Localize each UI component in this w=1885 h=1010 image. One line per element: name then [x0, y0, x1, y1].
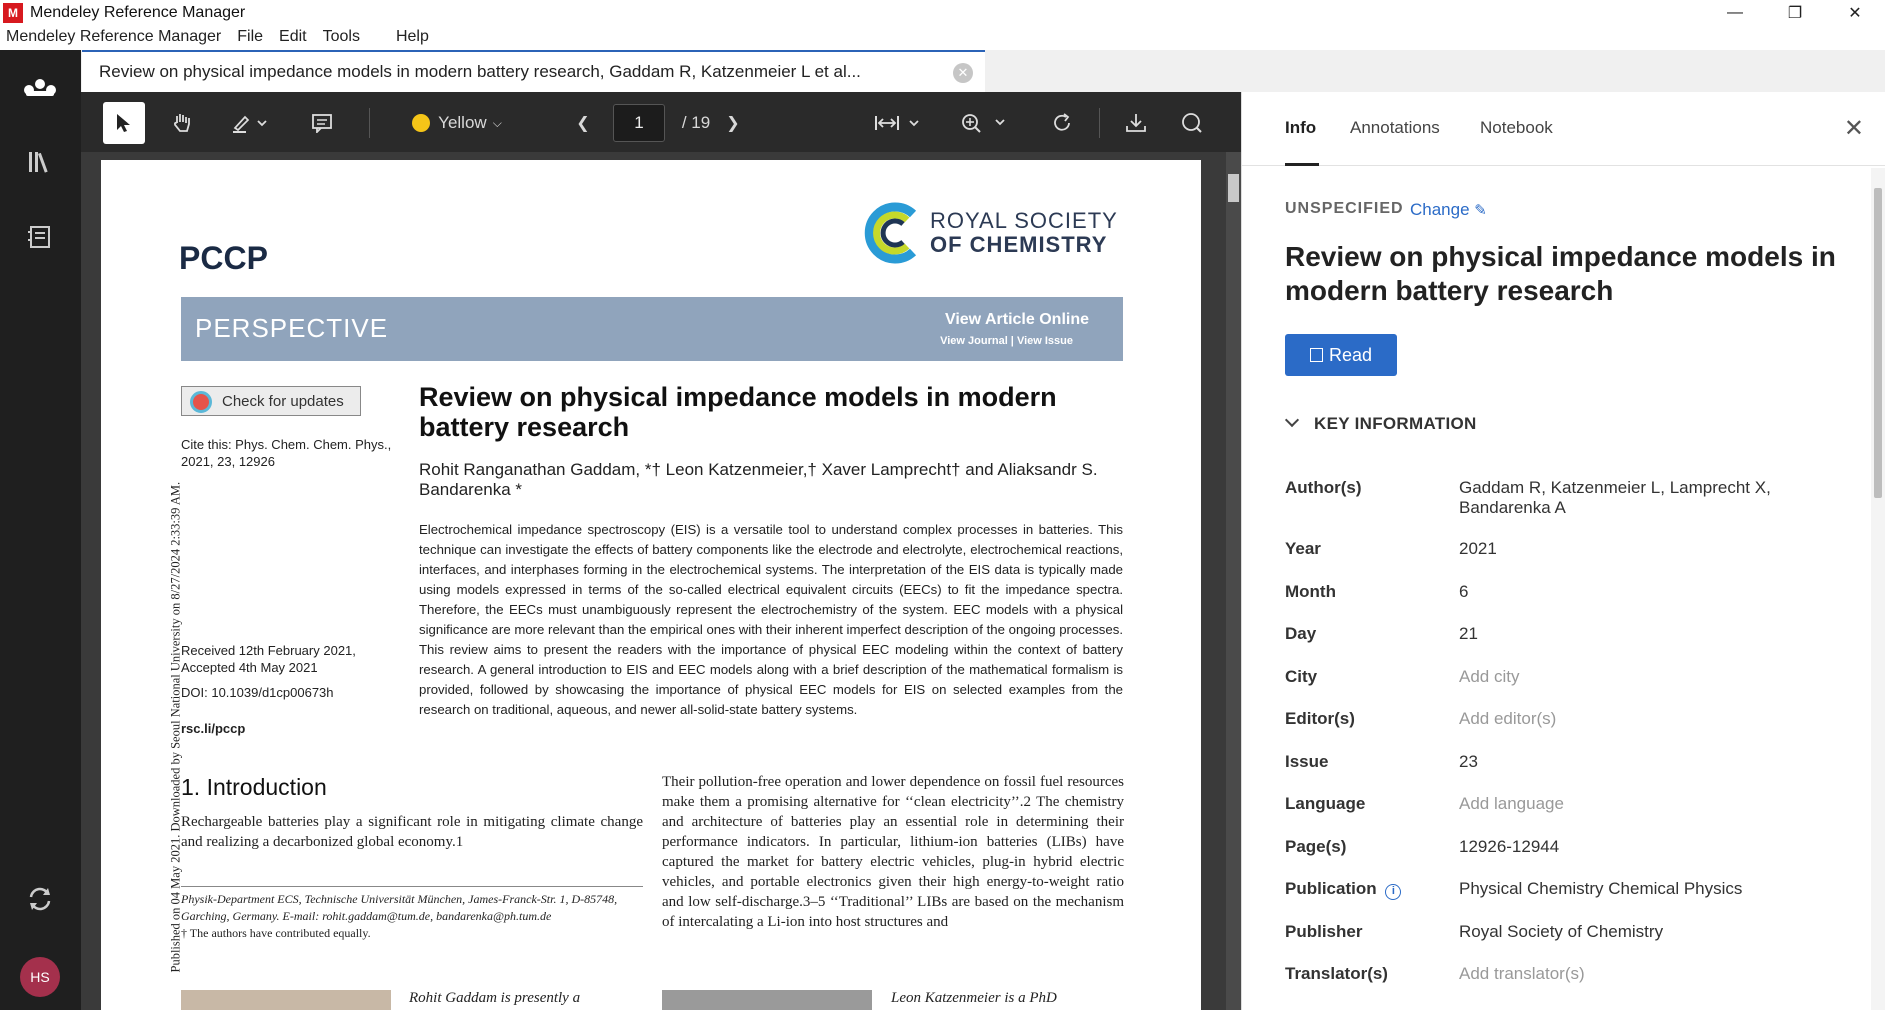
panel-tabs	[1242, 92, 1885, 166]
sync-icon[interactable]	[20, 879, 60, 919]
field-label: Page(s)	[1285, 837, 1347, 856]
highlight-tool-icon[interactable]	[221, 102, 279, 144]
menu-file[interactable]: File	[237, 28, 264, 45]
document-type: UNSPECIFIED	[1285, 200, 1404, 217]
tab-annotations[interactable]: Annotations	[1350, 118, 1440, 137]
pdf-viewer	[81, 92, 1241, 1010]
field-value[interactable]: 2021	[1459, 539, 1497, 558]
article-title: Review on physical impedance models in modern battery research	[419, 382, 1057, 442]
document-tab-title: Review on physical impedance models in modern battery research, Gaddam R, Katzenmeier L et al...	[99, 62, 861, 81]
pdf-scrollbar[interactable]	[1226, 152, 1241, 1010]
key-information-toggle[interactable]	[1285, 414, 1477, 434]
abstract: Electrochemical impedance spectroscopy (EIS) is a versatile tool to understand complex processes in batteries. This technique can investigate the effects of battery components like the electrode and electrolyte, electrochemical reactions, interfaces, and interphases forming in the electrochemical systems. The interpretation of the EIS data is typically made using models expressed in terms of the so-called electrical equivalent circuits (EECs) to fit the impedance spectra. Therefore, the EECs must unambiguously represent the electrochemistry of the system. EEC models with a physical significance are more relevant than the empirical ones with their inherent imperfect description of the ongoing processes. This review aims to present the readers with the importance of physical EEC modeling within the context of battery research. A general introduction to EIS and EEC models along with a brief description of the mathematical formalism is provided, followed by showcasing the importance of physical EEC models for EIS on selected examples from the research on traditional, aqueous, and newer all-solid-state battery systems.	[419, 522, 1123, 717]
document-tab[interactable]	[82, 50, 985, 92]
field-label: Language	[1285, 794, 1366, 813]
intro-paragraph-1: Rechargeable batteries play a significant role in mitigating climate change and realizing a decarbonized global economy.1	[181, 814, 643, 850]
window-controls	[1705, 0, 1885, 25]
mendeley-logo-icon[interactable]	[20, 68, 60, 108]
article-type: PERSPECTIVE	[195, 313, 389, 343]
app-logo-icon: M	[3, 3, 23, 23]
journal-name: PCCP	[179, 240, 268, 276]
field-value[interactable]: Add editor(s)	[1459, 709, 1557, 728]
view-article-online-link[interactable]: View Article Online	[944, 311, 1089, 328]
notebook-icon[interactable]	[20, 217, 60, 257]
title-bar	[0, 0, 1885, 25]
field-label: Year	[1285, 539, 1321, 558]
menu-help[interactable]: Help	[395, 28, 429, 45]
field-label: Day	[1285, 624, 1317, 643]
field-label	[1285, 879, 1455, 900]
author-photo-2	[662, 990, 872, 1010]
zoom-in-icon[interactable]	[953, 102, 1013, 144]
read-button[interactable]	[1285, 334, 1397, 376]
rotate-icon[interactable]	[1041, 102, 1083, 144]
hand-tool-icon[interactable]	[161, 102, 203, 144]
field-value[interactable]: Add city	[1459, 667, 1520, 686]
author-bio-1: Rohit Gaddam is presently a	[409, 990, 581, 1006]
details-panel	[1241, 92, 1885, 1010]
article-type-banner	[181, 297, 1123, 361]
rsc-logo-line2: OF CHEMISTRY	[930, 232, 1108, 257]
info-icon[interactable]: i	[1385, 884, 1401, 900]
doi: DOI: 10.1039/d1cp00673h	[181, 685, 334, 700]
check-updates-label: Check for updates	[222, 392, 344, 410]
pdf-page[interactable]	[101, 160, 1201, 1010]
affiliation	[181, 886, 643, 942]
tab-info[interactable]: Info	[1285, 118, 1317, 137]
received-dates: Received 12th February 2021, Accepted 4th May 2021	[181, 643, 356, 675]
change-type-link[interactable]	[1410, 200, 1487, 220]
sidebar	[0, 50, 81, 1010]
change-type-label: Change	[1410, 200, 1470, 219]
search-icon[interactable]	[1171, 102, 1213, 144]
avatar[interactable]: HS	[20, 957, 60, 997]
select-tool-icon[interactable]	[103, 102, 145, 144]
chevron-down-icon: ⌵	[492, 115, 502, 130]
menu-edit[interactable]: Edit	[279, 28, 307, 45]
crossmark-icon	[190, 391, 212, 413]
toolbar-divider	[1099, 108, 1100, 138]
field-value[interactable]: 12926-12944	[1459, 837, 1560, 856]
field-value[interactable]: Gaddam R, Katzenmeier L, Lamprecht X, Bandarenka A	[1459, 478, 1771, 517]
panel-scrollbar-thumb[interactable]	[1874, 188, 1882, 498]
affiliation-text: Physik-Department ECS, Technische Universität München, James-Franck-Str. 1, D-85748, Garching, Germany. E-mail: rohit.gaddam@tum.de, bandarenka@ph.tum.de	[181, 892, 618, 923]
field-label-text: Publication	[1285, 879, 1377, 898]
close-panel-icon[interactable]: ✕	[1843, 115, 1864, 142]
intro-paragraph-2: Their pollution-free operation and lower dependence on fossil fuel resources make them a promising alternative for ‘‘clean electricity’’.2 The chemistry and architecture of batteries play an essential role in determining their performance indicators. In particular, lithium-ion batteries (LIBs) have captured the market for battery electric vehicles, plug-in hybrid electric vehicles, and portable electronics given their high energy-to-weight ratio and low self-discharge.3–5 ‘‘Traditional’’ LIBs are based on the mechanism of intercalating a Li-ion into host structures and	[662, 774, 1124, 930]
field-value[interactable]: Physical Chemistry Chemical Physics	[1459, 879, 1743, 898]
author-photo-1	[181, 990, 391, 1010]
menu-tools[interactable]: Tools	[322, 28, 360, 45]
window-title: Mendeley Reference Manager	[30, 3, 246, 21]
download-notice: Published on 04 May 2021. Downloaded by Seoul National University on 8/27/2024 2:33:39 AM.	[168, 481, 183, 973]
toolbar-divider	[369, 108, 370, 138]
rsc-logo-line1: ROYAL SOCIETY	[930, 208, 1118, 233]
field-value[interactable]: Royal Society of Chemistry	[1459, 922, 1664, 941]
field-label: Issue	[1285, 752, 1329, 771]
restore-button[interactable]: ❐	[1787, 4, 1803, 22]
document-title[interactable]: Review on physical impedance models in modern battery research	[1285, 241, 1836, 306]
section-heading: 1. Introduction	[181, 774, 327, 800]
field-label: Author(s)	[1285, 478, 1362, 497]
field-label: Month	[1285, 582, 1336, 601]
minimize-button[interactable]: —	[1727, 3, 1743, 21]
field-value[interactable]: Add translator(s)	[1459, 964, 1585, 983]
active-tab-indicator	[1285, 163, 1319, 166]
author-bio-2: Leon Katzenmeier is a PhD	[891, 990, 1057, 1006]
field-label: Translator(s)	[1285, 964, 1388, 983]
panel-scrollbar[interactable]	[1871, 168, 1885, 1010]
chevron-down-icon	[1285, 413, 1299, 427]
check-updates-button[interactable]	[181, 386, 361, 416]
cite-info: Cite this: Phys. Chem. Chem. Phys., 2021, 23, 12926	[181, 437, 392, 469]
field-label: Editor(s)	[1285, 709, 1355, 728]
field-value[interactable]: 6	[1459, 582, 1469, 601]
pdf-scrollbar-thumb[interactable]	[1228, 174, 1239, 202]
field-label: Publisher	[1285, 922, 1363, 941]
previous-page-icon[interactable]: ❮	[576, 115, 590, 132]
color-picker[interactable]	[401, 102, 513, 144]
page-total: / 19	[681, 113, 711, 132]
comment-tool-icon[interactable]	[301, 102, 343, 144]
field-value[interactable]: 21	[1459, 624, 1478, 643]
yellow-dot-icon	[412, 114, 430, 132]
field-label: City	[1285, 667, 1318, 686]
page-number-input[interactable]: 1	[613, 104, 665, 142]
download-icon[interactable]	[1115, 102, 1157, 144]
field-value[interactable]: Add language	[1459, 794, 1564, 813]
tab-bar	[81, 50, 1885, 92]
close-tab-icon[interactable]: ✕	[953, 63, 973, 83]
menu-bar	[0, 25, 1885, 49]
tab-notebook[interactable]: Notebook	[1480, 118, 1553, 137]
book-icon	[1310, 348, 1323, 362]
menu-app[interactable]: Mendeley Reference Manager	[6, 28, 222, 45]
close-window-button[interactable]: ✕	[1848, 4, 1862, 22]
field-value[interactable]: 23	[1459, 752, 1478, 771]
color-picker-label: Yellow	[438, 113, 487, 132]
pencil-icon: ✎	[1474, 202, 1487, 219]
rsc-logo-icon	[859, 200, 925, 266]
library-icon[interactable]	[20, 142, 60, 182]
equal-contribution: † The authors have contributed equally.	[181, 926, 371, 940]
next-page-icon[interactable]: ❯	[726, 115, 740, 132]
fit-width-icon[interactable]	[867, 102, 927, 144]
journal-site: rsc.li/pccp	[181, 721, 246, 736]
pdf-toolbar	[81, 92, 1241, 152]
article-authors: Rohit Ranganathan Gaddam, *† Leon Katzenmeier,† Xaver Lamprecht† and Aliaksandr S. Bandarenka *	[419, 460, 1098, 499]
read-button-label: Read	[1328, 344, 1373, 365]
key-information-label: KEY INFORMATION	[1314, 414, 1477, 433]
view-journal-link[interactable]: View Journal | View Issue	[940, 335, 1073, 347]
